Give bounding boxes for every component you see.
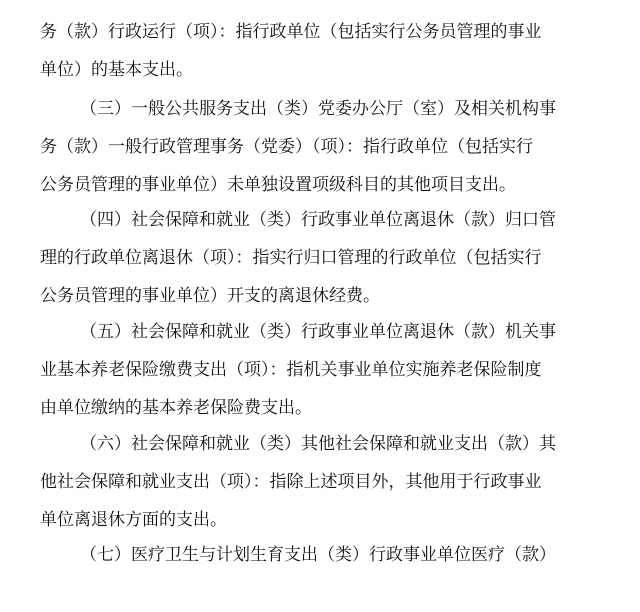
text-line: 务（款）行政运行（项）：指行政单位（包括实行公务员管理的事业	[40, 22, 542, 42]
paragraph-heading-7: （七）医疗卫生与计划生育支出（类）行政事业单位医疗（款）	[80, 545, 556, 565]
text-line: 公务员管理的事业单位）未单独设置项级科目的其他项目支出。	[40, 175, 516, 195]
text-line: 公务员管理的事业单位）开支的离退休经费。	[40, 286, 380, 306]
paragraph-heading-5: （五）社会保障和就业（类）行政事业单位离退休（款）机关事	[80, 322, 556, 342]
paragraph-heading-4: （四）社会保障和就业（类）行政事业单位离退休（款）归口管	[80, 210, 556, 230]
text-line: 理的行政单位离退休（项）：指实行归口管理的行政单位（包括实行	[40, 248, 542, 268]
text-line: 务（款）一般行政管理事务（党委）（项）：指行政单位（包括实行	[40, 137, 533, 157]
text-line: 由单位缴纳的基本养老保险费支出。	[40, 398, 312, 418]
paragraph-heading-3: （三）一般公共服务支出（类）党委办公厅（室）及相关机构事	[80, 99, 556, 119]
text-line: 他社会保障和就业支出（项）：指除上述项目外，其他用于行政事业	[40, 472, 542, 492]
text-line: 业基本养老保险缴费支出（项）：指机关事业单位实施养老保险制度	[40, 360, 542, 380]
paragraph-heading-6: （六）社会保障和就业（类）其他社会保障和就业支出（款）其	[80, 434, 556, 454]
text-line: 单位离退休方面的支出。	[40, 510, 227, 530]
text-line: 单位）的基本支出。	[40, 60, 193, 80]
